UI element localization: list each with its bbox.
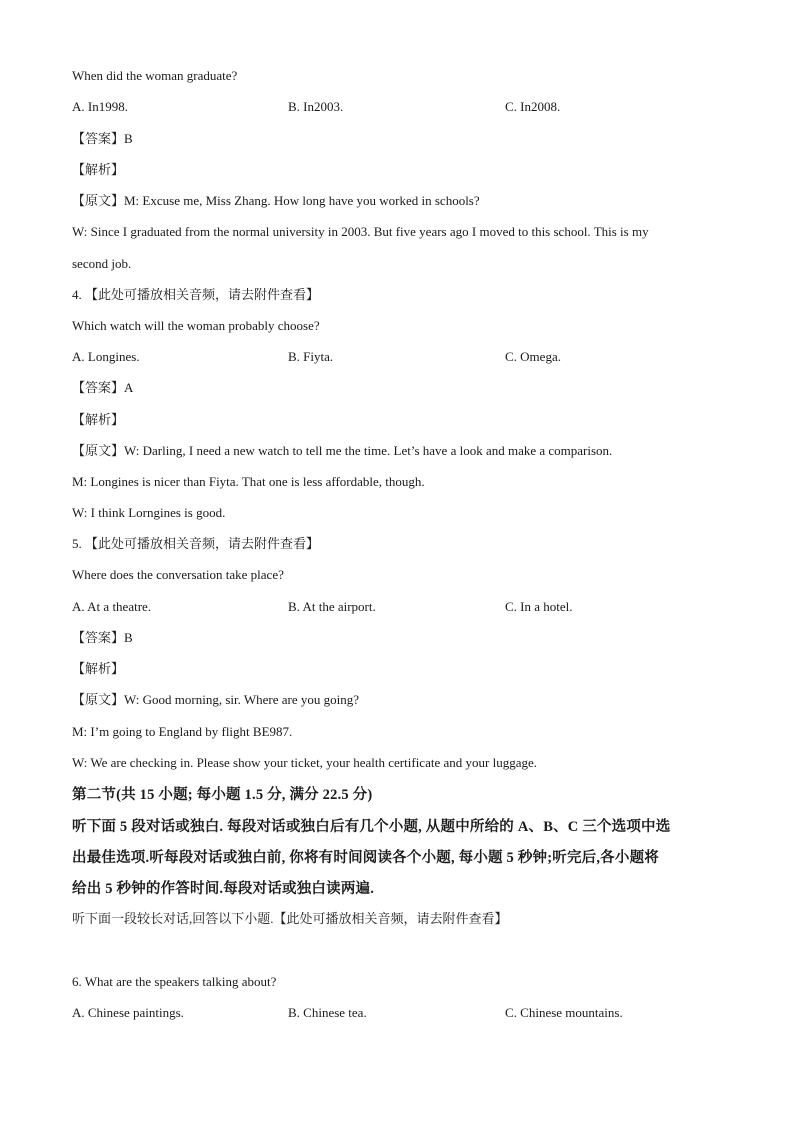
section-note: 听下面一段较长对话,回答以下小题.【此处可播放相关音频，请去附件查看】 <box>72 911 508 926</box>
option-b: B. Chinese tea. <box>288 1005 367 1020</box>
q4-script-line: M: Longines is nicer than Fiyta. That one is less affordable, though. <box>72 474 425 489</box>
q6-question: 6. What are the speakers talking about? <box>72 974 277 989</box>
q3-answer: 【答案】B <box>72 131 133 146</box>
option-a: A. Longines. <box>72 349 140 364</box>
section-instructions-line: 给出 5 秒钟的作答时间.每段对话或独白读两遍. <box>72 881 375 897</box>
q5-answer: 【答案】B <box>72 630 133 645</box>
q4-analysis-label: 【解析】 <box>72 412 125 427</box>
q4-heading: 4. 【此处可播放相关音频，请去附件查看】 <box>72 287 320 302</box>
q5-script-line: M: I’m going to England by flight BE987. <box>72 724 293 739</box>
option-c: C. Omega. <box>505 349 561 364</box>
option-b: B. At the airport. <box>288 599 376 614</box>
q3-script-line: second job. <box>72 256 132 271</box>
q4-answer: 【答案】A <box>72 380 134 395</box>
q5-question: Where does the conversation take place? <box>72 567 284 582</box>
option-a: A. At a theatre. <box>72 599 152 614</box>
q4-script-line: 【原文】W: Darling, I need a new watch to tell me the time. Let’s have a look and make a comparison. <box>72 443 613 458</box>
section-instructions-line: 出最佳选项.听每段对话或独白前, 你将有时间阅读各个小题, 每小题 5 秒钟;听完后,各小题将 <box>72 850 659 866</box>
q5-analysis-label: 【解析】 <box>72 661 125 676</box>
option-c: C. In a hotel. <box>505 599 573 614</box>
q3-question: When did the woman graduate? <box>72 68 238 83</box>
option-a: A. In1998. <box>72 99 128 114</box>
q3-script-line: W: Since I graduated from the normal university in 2003. But five years ago I moved to this school. This is my <box>72 224 649 239</box>
q3-analysis-label: 【解析】 <box>72 162 125 177</box>
option-b: B. In2003. <box>288 99 344 114</box>
q5-script-line: 【原文】W: Good morning, sir. Where are you going? <box>72 692 360 707</box>
option-c: C. Chinese mountains. <box>505 1005 623 1020</box>
option-b: B. Fiyta. <box>288 349 334 364</box>
section-instructions-line: 听下面 5 段对话或独白. 每段对话或独白后有几个小题, 从题中所给的 A、B、C 三个选项中选 <box>72 819 671 835</box>
option-c: C. In2008. <box>505 99 561 114</box>
option-a: A. Chinese paintings. <box>72 1005 184 1020</box>
q5-script-line: W: We are checking in. Please show your ticket, your health certificate and your luggage. <box>72 755 537 770</box>
section-title: 第二节(共 15 小题; 每小题 1.5 分, 满分 22.5 分) <box>72 787 373 803</box>
q3-script-line: 【原文】M: Excuse me, Miss Zhang. How long have you worked in schools? <box>72 193 480 208</box>
q5-heading: 5. 【此处可播放相关音频，请去附件查看】 <box>72 536 320 551</box>
q4-script-line: W: I think Lorngines is good. <box>72 505 226 520</box>
q4-question: Which watch will the woman probably choose? <box>72 318 320 333</box>
